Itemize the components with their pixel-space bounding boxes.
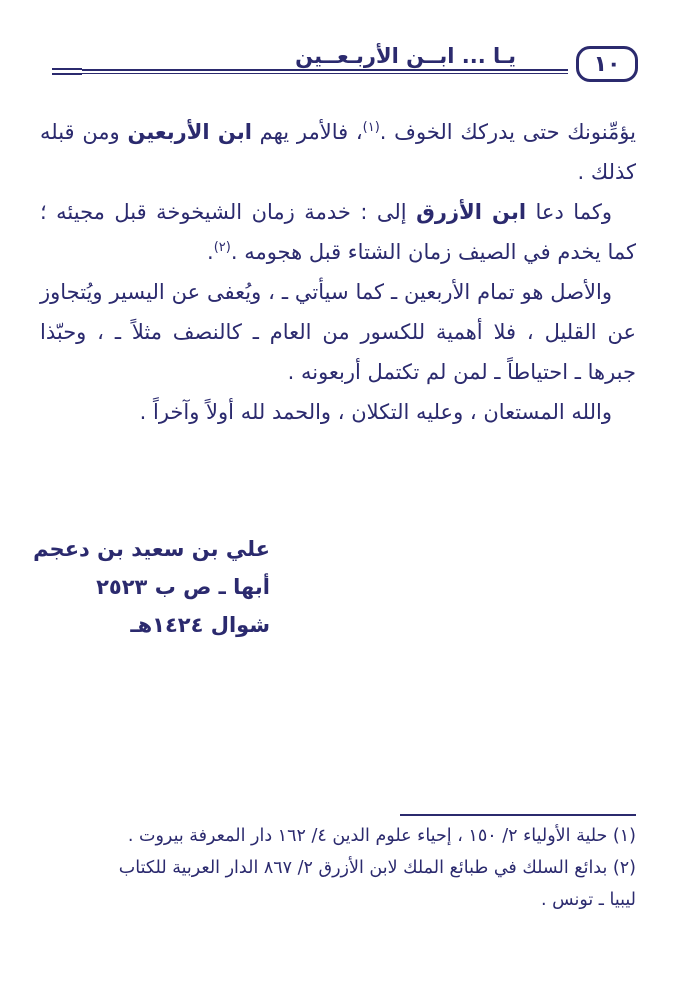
- bold-term: ابن الأزرق: [416, 200, 527, 224]
- signature-date: شوال ١٤٢٤هـ: [130, 613, 270, 637]
- page-number-text: ١٠: [593, 51, 621, 77]
- paragraph-1: يؤمِّنونك حتى يدركك الخوف .$^{(١)}$، فالأمر يهم ابن الأربعين ومن قبله كذلك .: [40, 120, 636, 184]
- footnote-2-cont: ليبيا ـ تونس .: [541, 890, 636, 910]
- footnote-2: (٢) بدائع السلك في طبائع الملك لابن الأزرق ٢/ ٨٦٧ الدار العربية للكتاب: [118, 858, 636, 878]
- paragraph-2: وكما دعا ابن الأزرق إلى : خدمة زمان الشيخوخة قبل مجيئه ؛ كما يخدم في الصيف زمان الشتاء قبل هجومه .$^{(٢)}$.: [40, 200, 636, 264]
- main-text: [40, 112, 636, 432]
- page-number: [576, 46, 638, 82]
- footnote-separator: [400, 814, 636, 816]
- footnote-ref-1: (١): [362, 120, 380, 135]
- running-title: يـا ... ابــن الأربـعــين: [285, 44, 526, 68]
- author-signature: [33, 530, 270, 644]
- author-name: علي بن سعيد بن دعجم: [33, 537, 270, 561]
- footnote-1: (١) حلية الأولياء ٢/ ١٥٠ ، إحياء علوم الدين ٤/ ١٦٢ دار المعرفة بيروت .: [127, 826, 636, 846]
- header-rule-thin: [52, 73, 568, 74]
- author-address: أبها ـ ص ب ٢٥٢٣: [96, 575, 270, 599]
- paragraph-4: والله المستعان ، وعليه التكلان ، والحمد لله أولاً وآخراً .: [139, 400, 612, 424]
- footnote-ref-2: (٢): [213, 240, 231, 255]
- header-dash-ornament: [52, 65, 82, 77]
- header-rule: [52, 69, 568, 71]
- bold-term: ابن الأربعين: [127, 120, 252, 144]
- page-header: [52, 38, 638, 82]
- footnotes: [40, 820, 636, 916]
- paragraph-3: والأصل هو تمام الأربعين ـ كما سيأتي ـ ، ويُعفى عن اليسير ويُتجاوز عن القليل ، فلا أهمية للكسور من العام ـ كالنصف مثلاً ـ ، وحبّذا جبرها ـ احتياطاً ـ لمن لم تكتمل أربعونه .: [40, 280, 636, 384]
